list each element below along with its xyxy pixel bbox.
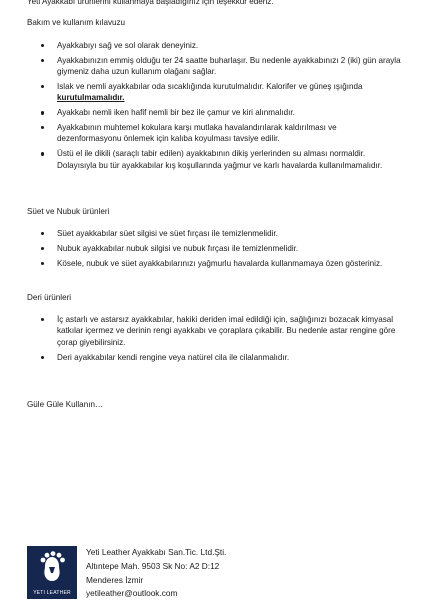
emphasis-text: kurutulmamalıdır.	[57, 93, 125, 103]
email-text: yetileather@outlook.com	[86, 588, 178, 599]
list-item: Nubuk ayakkabılar nubuk silgisi ve nubuk fırçası ile temizlenmelidir.	[27, 243, 402, 254]
company-info	[86, 546, 226, 601]
list-item: Ayakkabının muhtemel kokulara karşı mutlaka havalandırılarak kaldırılması ve dezenformasyonu önlemek için kalıba koyulması tavsiye edilir.	[27, 122, 402, 145]
intro-text: Yeti Ayakkabı ürünlerini kullanmaya başladığınız için teşekkür ederiz.	[27, 0, 274, 6]
list-item: Deri ayakkabılar kendi rengine veya natürel cila ile cilalanmalıdır.	[27, 352, 402, 363]
list-item: Süet ayakkabılar süet silgisi ve süet fırçası ile temizlenmelidir.	[27, 228, 402, 239]
closing-text: Güle Güle Kullanın…	[27, 400, 104, 409]
section-heading-suede: Süet ve Nubuk ürünleri	[27, 207, 110, 216]
suede-list	[27, 228, 402, 272]
list-item: İç astarlı ve astarsız ayakkabılar, hakiki deriden imal edildiği için, sağlığınızı bozacak kimyasal katkılar içermez ve derinin rengi ayakkabı ve çoraplara çıkabilir. Bu nedenle astar rengine göre çorap giyebilirsiniz.	[27, 314, 402, 348]
list-item-text: Islak ve nemli ayakkabılar oda sıcaklığında kurutulmalıdır. Kalorifer ve güneş ışığında	[57, 82, 363, 91]
list-item: Ayakkabı nemli iken hafif nemli bir bez ile çamur ve kiri alınmalıdır.	[27, 107, 402, 118]
leather-list	[27, 314, 402, 366]
yeti-logo	[27, 546, 77, 599]
section-heading-care: Bakım ve kullanım kılavuzu	[27, 18, 126, 27]
footer	[27, 546, 407, 600]
list-item: Kösele, nubuk ve süet ayakkabılarınızı yağmurlu havalarda kullanmamaya özen gösteriniz.	[27, 258, 402, 269]
list-item	[27, 81, 402, 104]
address-line-1: Altıntepe Mah. 9503 Sk No: A2 D:12	[86, 560, 220, 571]
list-item: Ayakkabıyı sağ ve sol olarak deneyiniz.	[27, 40, 402, 51]
care-list	[27, 40, 402, 174]
list-item: Üstü el ile dikili (saraçlı tabir edilen) ayakkabının dikiş yerlerinden su alması normaldir. Dolayısıyla bu tür ayakkabılar kış koşullarında yağmur ve karlı havalarda kullanılmamalıdır.	[27, 148, 402, 171]
list-item: Ayakkabınızın emmiş olduğu ter 24 saatte buharlaşır. Bu nedenle ayakkabınızı 2 (iki) gün arayla giymeniz daha uzun kullanım olağanı sağlar.	[27, 55, 402, 78]
company-name: Yeti Leather Ayakkabı San.Tic. Ltd.Şti.	[86, 547, 227, 557]
yeti-footprint-icon	[36, 551, 68, 583]
address-line-2: Menderes İzmir	[86, 574, 144, 585]
section-heading-leather: Deri ürünleri	[27, 293, 72, 302]
logo-text: YETI LEATHER	[33, 590, 71, 596]
